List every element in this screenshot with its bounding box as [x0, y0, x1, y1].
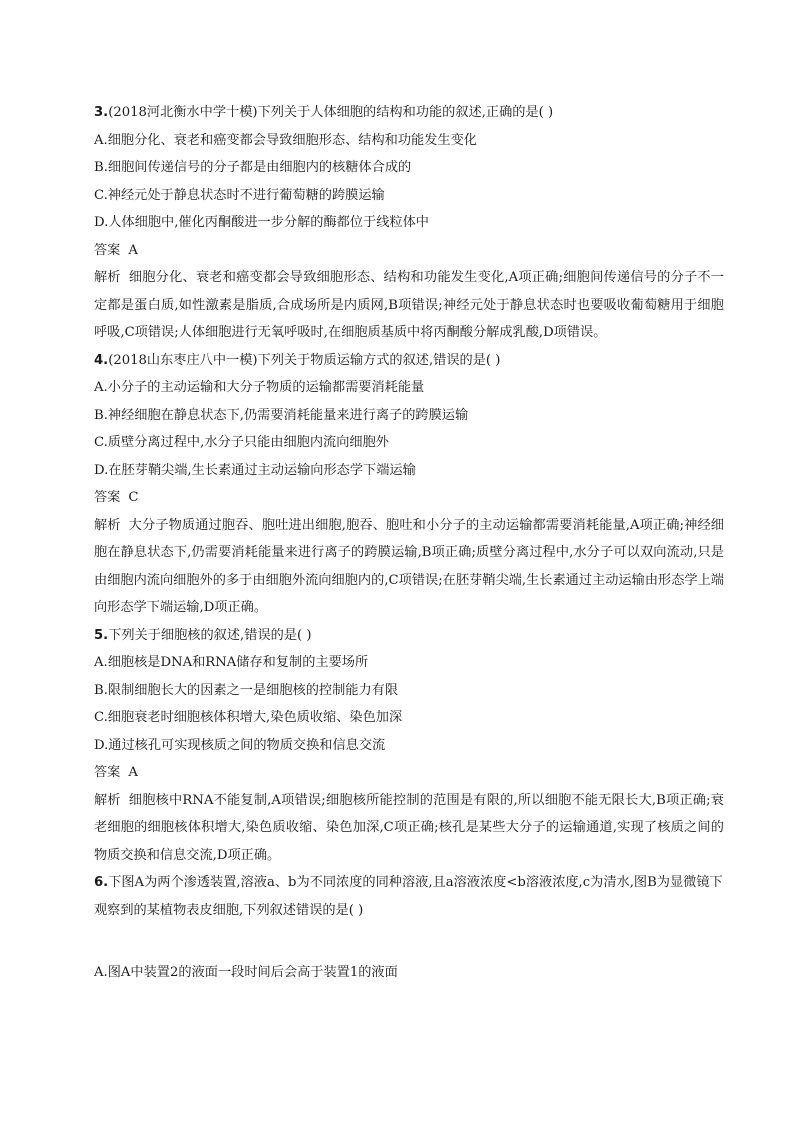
- analysis-label: 解析: [94, 270, 121, 285]
- answer-line: [94, 237, 724, 265]
- analysis-text: 解析 细胞分化、衰老和癌变都会导致细胞形态、结构和功能发生变化,A项正确;细胞间传递信号的分子不一定都是蛋白质,如性激素是脂质,合成场所是内质网,B项错误;神经元处于静息状态时也要吸收葡萄糖用于细胞呼吸,C项错误;人体细胞进行无氧呼吸时,在细胞质基质中将丙酮酸分解成乳酸,D项错误。: [94, 270, 724, 340]
- question-number: 3.: [94, 105, 109, 120]
- question-stem: 3.(2018河北衡水中学十模)下列关于人体细胞的结构和功能的叙述,正确的是( ): [94, 105, 554, 120]
- answer-value: A: [128, 242, 138, 258]
- analysis-label: 解析: [94, 517, 121, 533]
- option-c: C.神经元处于静息状态时不进行葡萄糖的跨膜运输: [94, 187, 385, 203]
- question-stem: 6.下图A为两个渗透装置,溶液a、b为不同浓度的同种溶液,且a溶液浓度<b溶液浓度,c为清水,图B为显微镜下观察到的某植物表皮细胞,下列叙述错误的是( ): [94, 875, 723, 918]
- figure-placeholder: [94, 924, 724, 959]
- answer-line: [94, 484, 724, 512]
- question-4: [94, 347, 724, 622]
- question-stem: 5.下列关于细胞核的叙述,错误的是( ): [94, 627, 312, 643]
- question-number: 6.: [94, 875, 109, 890]
- option-a: A.细胞核是DNA和RNA储存和复制的主要场所: [94, 655, 369, 670]
- analysis-label: 解析: [94, 792, 121, 808]
- option-d: D.在胚芽鞘尖端,生长素通过主动运输向形态学下端运输: [94, 462, 416, 478]
- answer-label: 答案: [94, 765, 121, 780]
- answer-value: C: [128, 490, 139, 505]
- option-a: A.小分子的主动运输和大分子物质的运输都需要消耗能量: [94, 380, 425, 395]
- question-number: 5.: [94, 627, 109, 643]
- question-number: 4.: [94, 352, 109, 368]
- option-b: B.神经细胞在静息状态下,仍需要消耗能量来进行离子的跨膜运输: [94, 407, 469, 423]
- option-c: C.质壁分离过程中,水分子只能由细胞内流向细胞外: [94, 435, 389, 450]
- option-d: D.通过核孔可实现核质之间的物质交换和信息交流: [94, 737, 386, 753]
- option-a: A.细胞分化、衰老和癌变都会导致细胞形态、结构和功能发生变化: [94, 132, 477, 148]
- option-a: A.图A中装置2的液面一段时间后会高于装置1的液面: [94, 965, 398, 980]
- answer-label: 答案: [94, 490, 121, 505]
- analysis-text: 解析 大分子物质通过胞吞、胞吐进出细胞,胞吞、胞吐和小分子的主动运输都需要消耗能量,A项正确;神经细胞在静息状态下,仍需要消耗能量来进行离子的跨膜运输,B项正确;质壁分离过程中,水分子可以双向流动,只是由细胞内流向细胞外的多于由细胞外流向细胞内的,C项错误;在胚芽鞘尖端,生长素通过主动运输由形态学上端向形态学下端运输,D项正确。: [94, 517, 724, 615]
- answer-value: A: [128, 765, 138, 780]
- option-b: B.限制细胞长大的因素之一是细胞核的控制能力有限: [94, 682, 399, 698]
- answer-line: [94, 759, 724, 787]
- analysis-text: 解析 细胞核中RNA不能复制,A项错误;细胞核所能控制的范围是有限的,所以细胞不能无限长大,B项正确;衰老细胞的细胞核体积增大,染色质收缩、染色加深,C项正确;核孔是某些大分子的运输通道,实现了核质之间的物质交换和信息交流,D项正确。: [94, 792, 724, 863]
- option-c: C.细胞衰老时细胞核体积增大,染色质收缩、染色加深: [94, 710, 403, 725]
- question-3: [94, 99, 724, 347]
- question-stem: 4.(2018山东枣庄八中一模)下列关于物质运输方式的叙述,错误的是( ): [94, 352, 501, 368]
- option-d: D.人体细胞中,催化丙酮酸进一步分解的酶都位于线粒体中: [94, 215, 429, 230]
- option-b: B.细胞间传递信号的分子都是由细胞内的核糖体合成的: [94, 160, 412, 175]
- question-6: [94, 869, 724, 987]
- answer-label: 答案: [94, 242, 121, 258]
- question-5: [94, 622, 724, 870]
